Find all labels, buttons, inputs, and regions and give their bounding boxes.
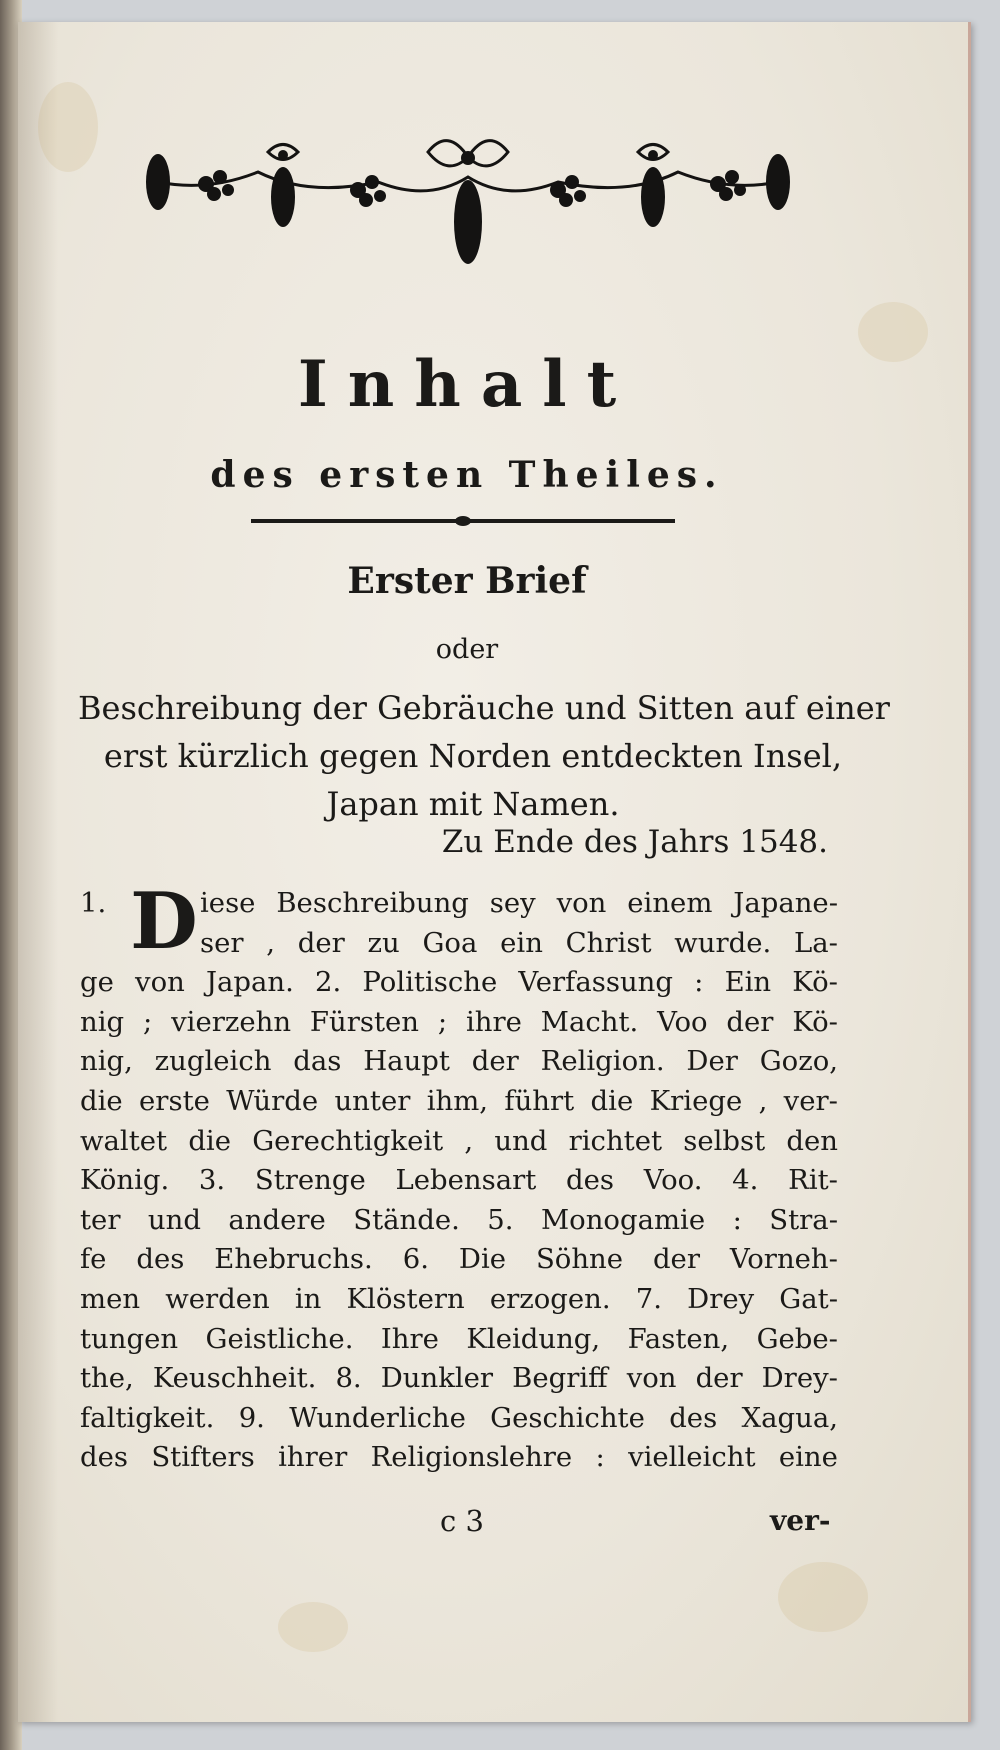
body-word: Ihre: [380, 1322, 439, 1355]
body-word: 9.: [238, 1401, 265, 1434]
body-line: [80, 924, 838, 964]
body-word: Würde: [226, 1084, 319, 1117]
letter-description: [78, 684, 890, 828]
body-word: wurde.: [674, 926, 772, 959]
letter-heading: Erster Brief: [347, 560, 587, 602]
paper-stain: [778, 1562, 868, 1632]
body-word: Wunderliche: [289, 1401, 466, 1434]
body-word: Die: [458, 1243, 507, 1276]
body-word: La-: [793, 926, 838, 959]
description-line: Japan mit Namen.: [326, 785, 620, 823]
description-line: Beschreibung der Gebräuche und Sitten auf einer: [78, 689, 890, 727]
description-line: erst kürzlich gegen Norden entdeckten Insel,: [103, 737, 843, 775]
body-line: [80, 1003, 838, 1043]
body-line: [80, 1399, 838, 1439]
body-word: das: [293, 1045, 342, 1078]
body-word: Christ: [565, 926, 652, 959]
body-word: der: [297, 926, 345, 959]
body-word: Macht.: [540, 1005, 639, 1038]
body-word: Gerechtigkeit: [252, 1124, 444, 1157]
body-word: Fasten,: [627, 1322, 730, 1355]
body-word: Voo: [657, 1005, 708, 1038]
body-line: [80, 884, 838, 924]
body-word: erste: [139, 1084, 210, 1117]
body-word: fe: [80, 1243, 107, 1276]
body-word: Japan.: [205, 966, 294, 999]
body-word: Goa: [422, 926, 478, 959]
body-word: nig,: [80, 1045, 133, 1078]
body-word: ser: [200, 926, 244, 959]
body-word: ihre: [465, 1005, 522, 1038]
body-word: Gebe-: [756, 1322, 838, 1355]
body-word: Japane-: [733, 887, 838, 919]
body-word: Gozo,: [759, 1045, 838, 1078]
body-word: Stra-: [769, 1203, 838, 1236]
body-word: der: [652, 1243, 700, 1276]
body-word: faltigkeit.: [80, 1401, 215, 1434]
body-word: des: [566, 1164, 615, 1197]
body-word: der: [471, 1045, 519, 1078]
body-word: Kleidung,: [466, 1322, 601, 1355]
body-word: ,: [266, 926, 276, 959]
signature-mark: c 3: [440, 1504, 484, 1538]
body-word: :: [732, 1203, 742, 1236]
body-word: ver-: [783, 1084, 838, 1117]
body-word: Begriff: [512, 1362, 608, 1395]
dateline: Zu Ende des Jahrs 1548.: [441, 824, 828, 860]
body-word: den: [786, 1124, 838, 1157]
body-word: vierzehn: [171, 1005, 292, 1038]
body-word: 4.: [732, 1164, 759, 1197]
body-word: König.: [80, 1164, 170, 1197]
body-word: tungen: [80, 1322, 179, 1355]
body-word: werden: [165, 1282, 270, 1315]
body-line: [80, 1201, 838, 1241]
paper-stain: [278, 1602, 348, 1652]
body-word: Strenge: [254, 1164, 366, 1197]
body-word: des: [669, 1401, 718, 1434]
body-word: Drey-: [761, 1362, 838, 1395]
body-word: Religion.: [540, 1045, 665, 1078]
catchword: ver-: [770, 1504, 831, 1537]
body-line: [80, 1161, 838, 1201]
body-word: 5.: [487, 1203, 514, 1236]
book-page: [18, 22, 971, 1722]
body-line: [80, 1359, 838, 1399]
garland-ornament: [128, 122, 808, 272]
body-word: Lebensart: [395, 1164, 537, 1197]
body-word: Politische: [362, 966, 498, 999]
body-word: Rit-: [788, 1164, 838, 1197]
body-word: unter: [334, 1084, 411, 1117]
body-word: 7.: [635, 1282, 663, 1315]
body-word: 1.: [80, 887, 107, 919]
body-word: der: [695, 1362, 743, 1395]
body-word: Söhne: [535, 1243, 624, 1276]
body-word: zu: [367, 926, 400, 959]
body-word: Klöstern: [346, 1282, 465, 1315]
body-word: ge: [80, 966, 114, 999]
body-line: [80, 1438, 838, 1478]
title-rule: [251, 519, 675, 523]
body-word: Ein: [724, 966, 772, 999]
body-word: ,: [758, 1084, 768, 1117]
body-word: Kriege: [649, 1084, 743, 1117]
body-line: [80, 1280, 838, 1320]
body-word: Ehebruchs.: [214, 1243, 373, 1276]
body-line: [80, 963, 838, 1003]
body-word: Voo.: [643, 1164, 703, 1197]
body-word: Xagua,: [741, 1401, 838, 1434]
body-word: [127, 884, 179, 924]
body-word: zugleich: [154, 1045, 272, 1078]
body-word: :: [595, 1441, 605, 1474]
body-word: Religionslehre: [370, 1441, 573, 1474]
body-word: des: [80, 1441, 128, 1474]
body-word: und: [494, 1124, 548, 1157]
body-word: Geistliche.: [205, 1322, 354, 1355]
body-word: vielleicht: [628, 1441, 756, 1474]
body-word: Kö-: [792, 1005, 838, 1038]
page-title: Inhalt: [297, 347, 637, 422]
body-word: nig: [80, 1005, 125, 1038]
body-word: der: [726, 1005, 774, 1038]
body-word: ;: [142, 1005, 153, 1038]
body-word: die: [80, 1084, 123, 1117]
body-word: ,: [464, 1124, 474, 1157]
body-word: Keuschheit.: [152, 1362, 317, 1395]
body-word: Stände.: [353, 1203, 460, 1236]
body-word: iese: [200, 887, 256, 919]
body-word: ter: [80, 1203, 121, 1236]
body-word: Stifters: [151, 1441, 255, 1474]
body-word: eine: [778, 1441, 838, 1474]
body-word: the,: [80, 1362, 134, 1395]
body-word: Dunkler: [380, 1362, 494, 1395]
body-word: die: [188, 1124, 231, 1157]
body-word: ihrer: [278, 1441, 348, 1474]
body-word: von: [626, 1362, 677, 1395]
body-word: 6.: [402, 1243, 429, 1276]
connector-word: oder: [435, 634, 499, 665]
body-word: in: [294, 1282, 322, 1315]
body-word: waltet: [80, 1124, 168, 1157]
paper-stain: [38, 82, 98, 172]
body-word: von: [135, 966, 185, 999]
body-word: die: [590, 1084, 634, 1117]
body-word: Gat-: [779, 1282, 838, 1315]
body-word: und: [147, 1203, 201, 1236]
drop-cap: D: [130, 876, 198, 967]
body-word: ;: [437, 1005, 448, 1038]
page-subtitle: des ersten Theiles.: [210, 454, 724, 496]
body-word: von: [556, 887, 607, 919]
body-word: ein: [500, 926, 543, 959]
body-word: führt: [504, 1084, 575, 1117]
body-word: 2.: [315, 966, 342, 999]
body-word: :: [694, 966, 704, 999]
body-word: selbst: [683, 1124, 766, 1157]
body-word: Verfassung: [518, 966, 674, 999]
body-word: Beschreibung: [276, 887, 469, 919]
body-word: andere: [228, 1203, 326, 1236]
body-word: Der: [686, 1045, 738, 1078]
body-line: [80, 1240, 838, 1280]
body-word: 3.: [198, 1164, 226, 1197]
body-word: Fürsten: [309, 1005, 419, 1038]
body-word: richtet: [568, 1124, 663, 1157]
body-line: [80, 1320, 838, 1360]
body-word: Haupt: [363, 1045, 450, 1078]
body-word: ihm,: [426, 1084, 489, 1117]
body-word: Vorneh-: [729, 1243, 838, 1276]
body-word: Geschichte: [490, 1401, 645, 1434]
body-line: [80, 1082, 838, 1122]
body-word: Monogamie: [540, 1203, 706, 1236]
body-line: [80, 1042, 838, 1082]
body-word: einem: [627, 887, 713, 919]
body-word: sey: [489, 887, 536, 919]
body-word: Kö-: [792, 966, 838, 999]
body-word: Drey: [687, 1282, 755, 1315]
body-text: [80, 876, 838, 1478]
body-line: [80, 1122, 838, 1162]
body-word: 8.: [335, 1362, 362, 1395]
body-word: erzogen.: [489, 1282, 611, 1315]
body-word: men: [80, 1282, 141, 1315]
body-word: des: [136, 1243, 185, 1276]
